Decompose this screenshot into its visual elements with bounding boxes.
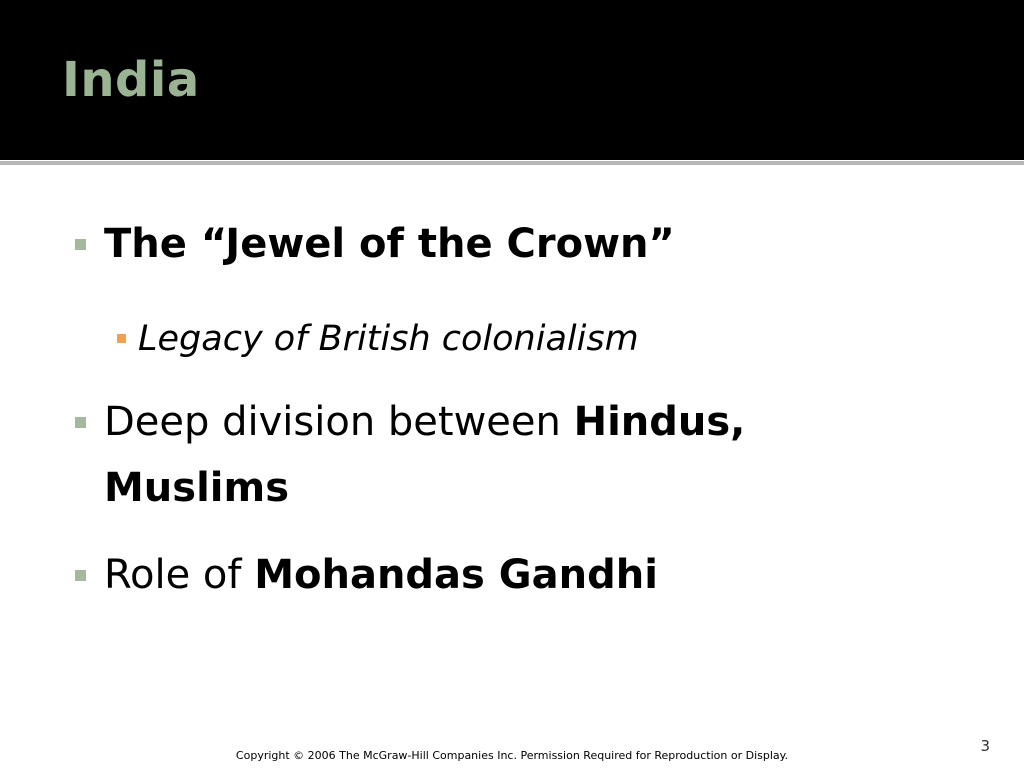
sub-bullet-text: Legacy of British colonialism [138, 319, 639, 359]
square-bullet-icon [75, 239, 86, 250]
bullet-text-bold: Hindus, Muslims [104, 399, 746, 511]
bullet-text: Role of [104, 552, 255, 598]
bullet-text-bold: Mohandas Gandhi [254, 552, 658, 598]
square-bullet-icon [75, 417, 86, 428]
title-bar [0, 0, 1024, 160]
bullet-text: Deep division between [104, 399, 574, 445]
bullet-role-of-gandhi [75, 542, 975, 608]
square-bullet-icon [75, 570, 86, 581]
square-bullet-icon [117, 334, 126, 343]
title-divider [0, 161, 1024, 165]
copyright-notice: Copyright © 2006 The McGraw-Hill Companies Inc. Permission Required for Reproduction or Display. [235, 749, 789, 762]
bullet-jewel-of-the-crown [75, 211, 975, 277]
bullet-deep-division [75, 389, 895, 521]
sub-bullet-british-colonialism [117, 313, 977, 365]
bullet-text-bold: The “Jewel of the Crown” [104, 221, 675, 267]
slide-number: 3 [980, 737, 990, 755]
slide-title: India [62, 52, 200, 108]
